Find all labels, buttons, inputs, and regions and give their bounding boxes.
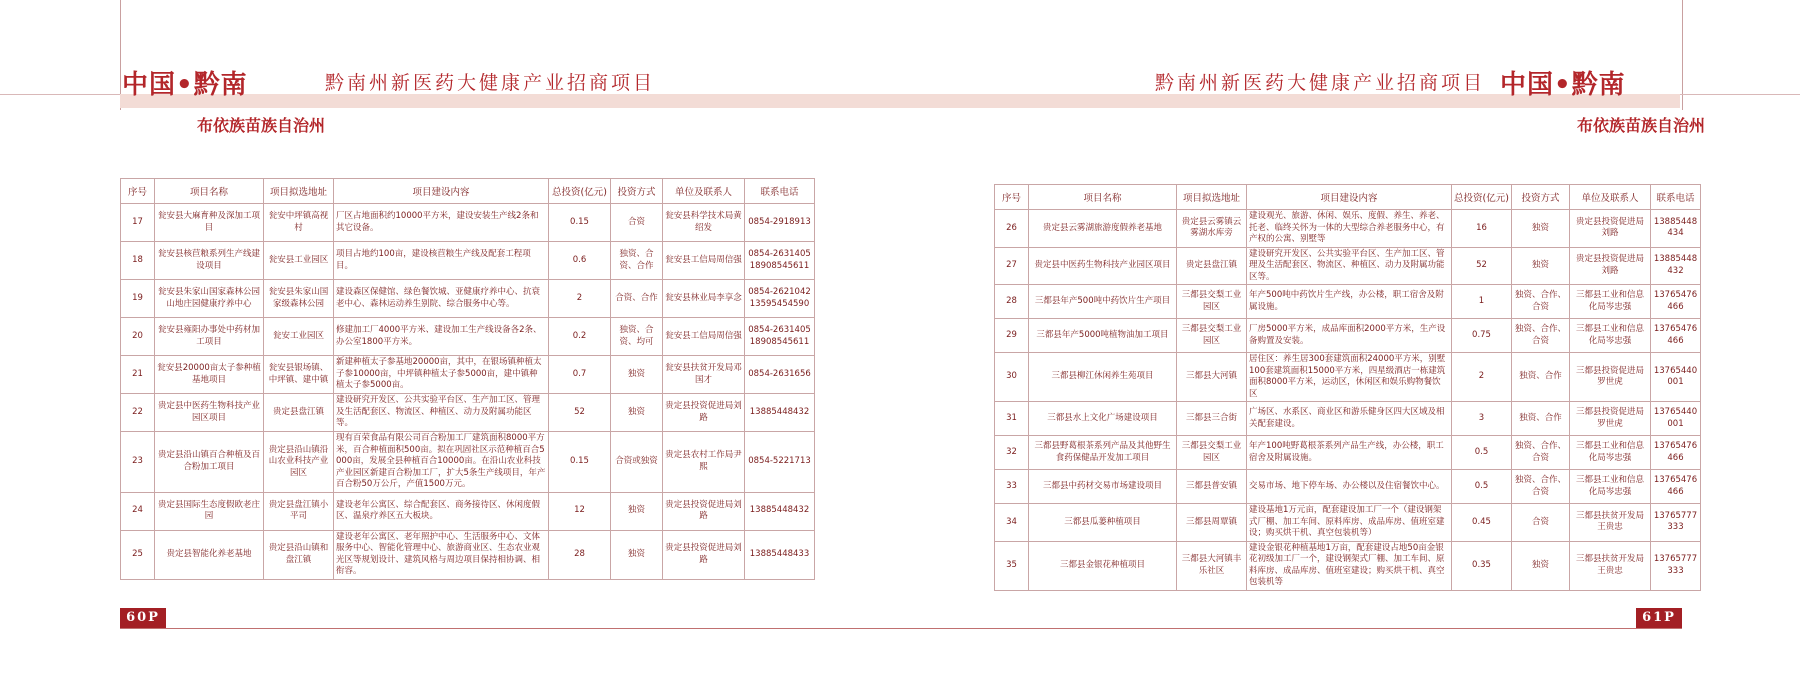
cell-content: 建设森区保健馆、绿色餐饮城、亚健康疗养中心、抗衰老中心、森林运动养生别院、综合服务中心等。	[334, 280, 549, 318]
table-row	[121, 432, 815, 493]
cell-no: 25	[121, 530, 155, 579]
cell-invest: 0.2	[549, 318, 611, 356]
cell-content: 年产100吨野葛根茶系列产品生产线，办公楼，职工宿舍及附属设施。	[1247, 436, 1452, 470]
cell-contact: 贵定县投资促进局刘路	[663, 530, 745, 579]
cell-mode: 合资或独资	[611, 432, 663, 493]
col-header: 项目拟选地址	[264, 179, 334, 204]
cell-content: 修建加工厂4000平方米、建设加工生产线设备各2条、办公室1800平方米。	[334, 318, 549, 356]
col-header: 联系电话	[1651, 185, 1701, 210]
table-row	[121, 242, 815, 280]
cell-phone: 0854-2918913	[745, 204, 815, 242]
col-header: 项目拟选地址	[1177, 185, 1247, 210]
col-header: 单位及联系人	[1570, 185, 1651, 210]
table-row	[121, 356, 815, 394]
cell-invest: 0.7	[549, 356, 611, 394]
cell-contact: 三都县工业和信息化局岑忠强	[1570, 319, 1651, 353]
cell-invest: 0.75	[1452, 319, 1512, 353]
cell-phone: 13885448432	[745, 492, 815, 530]
cell-mode: 独资	[611, 356, 663, 394]
cell-phone: 0854-2621042 13595454590	[745, 280, 815, 318]
col-header: 投资方式	[611, 179, 663, 204]
cell-mode: 独资	[611, 492, 663, 530]
cell-contact: 三都县工业和信息化局岑忠强	[1570, 436, 1651, 470]
cell-invest: 16	[1452, 210, 1512, 248]
cell-mode: 独资	[611, 394, 663, 432]
cell-name: 瓮安县20000亩太子参种植基地项目	[155, 356, 264, 394]
cell-contact: 瓮安县工信局周信强	[663, 318, 745, 356]
cell-content: 建设老年公寓区、综合配套区、商务接待区、休闲度假区、温泉疗养区五大板块。	[334, 492, 549, 530]
table-row	[121, 318, 815, 356]
cell-mode: 独资、合作、合资	[1512, 470, 1570, 504]
cell-name: 贵定县云雾湖旅游度假养老基地	[1029, 210, 1177, 248]
cell-phone: 13765777333	[1651, 504, 1701, 542]
cell-name: 贵定县智能化养老基地	[155, 530, 264, 579]
cell-content: 建设研究开发区、公共实验平台区、生产加工区、管理及生活配套区、物流区、种植区、动力及附属功能区等。	[1247, 247, 1452, 285]
cell-no: 20	[121, 318, 155, 356]
cell-name: 贵定县沿山镇百合种植及百合粉加工项目	[155, 432, 264, 493]
cell-contact: 瓮安县工信局周信强	[663, 242, 745, 280]
cell-invest: 28	[549, 530, 611, 579]
cell-contact: 贵定县投资促进局刘路	[663, 492, 745, 530]
cell-phone: 0854-2631405 18908545611	[745, 242, 815, 280]
cell-phone: 13885448432	[1651, 247, 1701, 285]
left-subtitle: 布依族苗族自治州	[197, 116, 326, 135]
table-row	[121, 280, 815, 318]
table-row	[995, 470, 1701, 504]
cell-mode: 合资、合作	[611, 280, 663, 318]
cell-site: 贵定县沿山镇沿山农业科技产业园区	[264, 432, 334, 493]
col-header: 序号	[995, 185, 1029, 210]
cell-mode: 合资	[611, 204, 663, 242]
cell-site: 瓮安县朱家山国家级森林公园	[264, 280, 334, 318]
cell-invest: 0.5	[1452, 436, 1512, 470]
cell-invest: 2	[549, 280, 611, 318]
cell-content: 居住区：养生居300套建筑面积24000平方米，别墅100套建筑面积15000平方米，四星级酒店一栋建筑面积8000平方米，运动区，休闲区和娱乐购物餐饮区	[1247, 353, 1452, 402]
cell-invest: 52	[549, 394, 611, 432]
cell-contact: 瓮安县扶贫开发局邓国才	[663, 356, 745, 394]
cell-no: 23	[121, 432, 155, 493]
cell-phone: 13765476466	[1651, 319, 1701, 353]
col-header: 项目建设内容	[1247, 185, 1452, 210]
cell-contact: 贵定县投资促进局刘路	[1570, 210, 1651, 248]
cell-mode: 独资、合作	[1512, 402, 1570, 436]
cell-name: 贵定县中医药生物科技产业园区项目	[155, 394, 264, 432]
cell-name: 三都县中药材交易市场建设项目	[1029, 470, 1177, 504]
cell-contact: 三都县工业和信息化局岑忠强	[1570, 470, 1651, 504]
table-row	[995, 319, 1701, 353]
table-row	[995, 504, 1701, 542]
cell-content: 广场区、水系区、商业区和游乐健身区四大区域及相关配套建设。	[1247, 402, 1452, 436]
left-header-title: 黔南州新医药大健康产业招商项目	[325, 72, 656, 94]
right-header-title: 黔南州新医药大健康产业招商项目	[1155, 72, 1486, 94]
cell-site: 三都县交梨工业园区	[1177, 319, 1247, 353]
cell-site: 瓮安中坪镇高视村	[264, 204, 334, 242]
cell-name: 三都县水上文化广场建设项目	[1029, 402, 1177, 436]
cell-no: 26	[995, 210, 1029, 248]
table-row	[995, 436, 1701, 470]
cell-contact: 三都县扶贫开发局王贵忠	[1570, 541, 1651, 590]
cell-site: 贵定县云雾镇云雾湖水库旁	[1177, 210, 1247, 248]
table-row	[121, 394, 815, 432]
cell-no: 32	[995, 436, 1029, 470]
cell-content: 建设金银花种植基地1万亩，配套建设占地50亩金银花初级加工厂一个，建设钢架式厂棚、加工车间、原料库房、成品库房、值班室建设；购买烘干机、真空包装机等	[1247, 541, 1452, 590]
cell-invest: 0.5	[1452, 470, 1512, 504]
col-header: 总投资(亿元)	[549, 179, 611, 204]
cell-invest: 0.6	[549, 242, 611, 280]
cell-phone: 0854-2631405 18908545611	[745, 318, 815, 356]
cell-invest: 1	[1452, 285, 1512, 319]
cell-site: 三都县普安镇	[1177, 470, 1247, 504]
table-row	[995, 247, 1701, 285]
cell-invest: 12	[549, 492, 611, 530]
cell-content: 建设老年公寓区、老年照护中心、生活服务中心、文体服务中心、智能化管理中心、旅游商业区、生态农业观光区等规划设计、建筑风格与周边项目保持相协调、相衔容。	[334, 530, 549, 579]
cell-name: 贵定县中医药生物科技产业园区项目	[1029, 247, 1177, 285]
table-row	[995, 210, 1701, 248]
right-page-number: 61P	[1636, 608, 1682, 628]
cell-site: 三都县交梨工业园区	[1177, 436, 1247, 470]
cell-invest: 2	[1452, 353, 1512, 402]
col-header: 项目名称	[155, 179, 264, 204]
cell-mode: 独资	[611, 530, 663, 579]
cell-phone: 13765476466	[1651, 285, 1701, 319]
cell-no: 17	[121, 204, 155, 242]
cell-mode: 独资、合资、合作	[611, 242, 663, 280]
cell-name: 三都县年产500吨中药饮片生产项目	[1029, 285, 1177, 319]
cell-name: 三都县柳江休闲养生苑项目	[1029, 353, 1177, 402]
table-row	[121, 492, 815, 530]
cell-site: 三都县交梨工业园区	[1177, 285, 1247, 319]
cell-mode: 合资	[1512, 504, 1570, 542]
footer-rule	[120, 628, 1682, 629]
cell-content: 交易市场、地下停车场、办公楼以及住宿餐饮中心。	[1247, 470, 1452, 504]
cell-invest: 0.15	[549, 432, 611, 493]
cell-phone: 13765440001	[1651, 402, 1701, 436]
cell-contact: 三都县投资促进局罗世虎	[1570, 353, 1651, 402]
cell-contact: 贵定县农村工作局尹熙	[663, 432, 745, 493]
right-logo: 中国•黔南	[1500, 70, 1626, 100]
cell-phone: 13765777333	[1651, 541, 1701, 590]
cell-site: 三都县周覃镇	[1177, 504, 1247, 542]
table-row	[995, 402, 1701, 436]
cell-content: 现有百荣食品有限公司百合粉加工厂建筑面积8000平方米，百合种植面积500亩。拟在巩固社区示范种植百合5000亩，发展全县种植百合10000亩。在沿山农业科技产业园区新建百合粉加工厂，扩大5条生产线项目，年产百合粉50万公斤，产值1500万元。	[334, 432, 549, 493]
cell-contact: 三都县扶贫开发局王贵忠	[1570, 504, 1651, 542]
cell-name: 三都县金银花种植项目	[1029, 541, 1177, 590]
cell-no: 34	[995, 504, 1029, 542]
cell-mode: 独资	[1512, 210, 1570, 248]
col-header: 项目名称	[1029, 185, 1177, 210]
cell-site: 三都县三合街	[1177, 402, 1247, 436]
table-row	[995, 285, 1701, 319]
cell-no: 18	[121, 242, 155, 280]
cell-mode: 独资、合作、合资	[1512, 319, 1570, 353]
cell-phone: 13765440001	[1651, 353, 1701, 402]
cell-no: 27	[995, 247, 1029, 285]
cell-no: 35	[995, 541, 1029, 590]
cell-content: 厂房5000平方米，成品库面积2000平方米，生产设备购置及安装。	[1247, 319, 1452, 353]
cell-invest: 0.45	[1452, 504, 1512, 542]
cell-site: 贵定县盘江镇小平司	[264, 492, 334, 530]
right-table-header	[995, 185, 1701, 210]
col-header: 联系电话	[745, 179, 815, 204]
cell-contact: 三都县工业和信息化局岑忠强	[1570, 285, 1651, 319]
right-subtitle: 布依族苗族自治州	[1577, 116, 1706, 135]
cell-contact: 瓮安县科学技术局黄绍发	[663, 204, 745, 242]
cell-mode: 独资	[1512, 541, 1570, 590]
cell-no: 30	[995, 353, 1029, 402]
table-row	[121, 530, 815, 579]
cell-phone: 13885448433	[745, 530, 815, 579]
table-row	[995, 353, 1701, 402]
cell-name: 瓮安县朱家山国家森林公园山地庄园健康疗养中心	[155, 280, 264, 318]
cell-mode: 独资、合作、合资	[1512, 285, 1570, 319]
table-row	[121, 204, 815, 242]
cell-phone: 13765476466	[1651, 470, 1701, 504]
cell-phone: 13885448434	[1651, 210, 1701, 248]
cell-content: 项目占地约100亩，建设核苣粮生产线及配套工程项目。	[334, 242, 549, 280]
cell-content: 建设观光、旅游、休闲、娱乐、度假、养生、养老、托老、临终关怀为一体的大型综合养老服务中心，有产权的公寓、别墅等	[1247, 210, 1452, 248]
cell-phone: 13765476466	[1651, 436, 1701, 470]
table-row	[995, 541, 1701, 590]
col-header: 序号	[121, 179, 155, 204]
cell-no: 22	[121, 394, 155, 432]
cell-site: 瓮安县银场镇、中坪镇、建中镇	[264, 356, 334, 394]
cell-phone: 0854-2631656	[745, 356, 815, 394]
cell-content: 厂区占地面积约10000平方米，建设安装生产线2条和其它设备。	[334, 204, 549, 242]
cell-site: 瓮安县工业园区	[264, 242, 334, 280]
cell-name: 瓮安县核苣粮系列生产线建设项目	[155, 242, 264, 280]
cell-no: 33	[995, 470, 1029, 504]
cell-no: 28	[995, 285, 1029, 319]
cell-name: 三都县瓜蒌种植项目	[1029, 504, 1177, 542]
cell-no: 29	[995, 319, 1029, 353]
left-project-table	[120, 178, 815, 580]
cell-mode: 独资、合资、均可	[611, 318, 663, 356]
cell-name: 贵定县国际生态度假欧老庄园	[155, 492, 264, 530]
col-header: 单位及联系人	[663, 179, 745, 204]
cell-contact: 贵定县投资促进局刘路	[1570, 247, 1651, 285]
cell-content: 建设研究开发区、公共实验平台区、生产加工区、管理及生活配套区、物流区、种植区、动力及附属功能区等。	[334, 394, 549, 432]
cell-site: 三都县大河镇丰乐社区	[1177, 541, 1247, 590]
cell-invest: 3	[1452, 402, 1512, 436]
cell-name: 瓮安县雍阳办事处中药材加工项目	[155, 318, 264, 356]
cell-no: 31	[995, 402, 1029, 436]
cell-site: 三都县大河镇	[1177, 353, 1247, 402]
cell-no: 24	[121, 492, 155, 530]
left-page-number: 60P	[120, 608, 166, 628]
cell-content: 建设基地1万元亩，配套建设加工厂一个（建设钢架式厂棚、加工车间、原料库房、成品库房、值班室建设；购买烘干机、真空包装机等）	[1247, 504, 1452, 542]
col-header: 总投资(亿元)	[1452, 185, 1512, 210]
cell-site: 瓮安工业园区	[264, 318, 334, 356]
col-header: 投资方式	[1512, 185, 1570, 210]
cell-name: 三都县野葛根茶系列产品及其他野生食药保健品开发加工项目	[1029, 436, 1177, 470]
cell-phone: 13885448432	[745, 394, 815, 432]
cell-invest: 0.15	[549, 204, 611, 242]
left-table-header	[121, 179, 815, 204]
cell-mode: 独资、合作	[1512, 353, 1570, 402]
cell-phone: 0854-5221713	[745, 432, 815, 493]
cell-mode: 独资、合作、合资	[1512, 436, 1570, 470]
cell-contact: 贵定县投资促进局刘路	[663, 394, 745, 432]
cell-content: 新建种植太子参基地20000亩，其中，在银场镇种植太子参10000亩，中坪镇种植太子参5000亩，建中镇种植太子参5000亩。	[334, 356, 549, 394]
col-header: 项目建设内容	[334, 179, 549, 204]
cell-invest: 52	[1452, 247, 1512, 285]
cell-no: 19	[121, 280, 155, 318]
right-project-table	[994, 184, 1701, 591]
cell-mode: 独资	[1512, 247, 1570, 285]
cell-contact: 瓮安县林业局李享念	[663, 280, 745, 318]
cell-site: 贵定县盘江镇	[264, 394, 334, 432]
cell-content: 年产500吨中药饮片生产线，办公楼，职工宿舍及附属设施。	[1247, 285, 1452, 319]
left-logo: 中国•黔南	[122, 70, 248, 100]
cell-invest: 0.35	[1452, 541, 1512, 590]
cell-contact: 三都县投资促进局罗世虎	[1570, 402, 1651, 436]
cell-name: 三都县年产5000吨植物油加工项目	[1029, 319, 1177, 353]
cell-site: 贵定县沿山镇和盘江镇	[264, 530, 334, 579]
cell-no: 21	[121, 356, 155, 394]
cell-site: 贵定县盘江镇	[1177, 247, 1247, 285]
cell-name: 瓮安县大麻育种及深加工项目	[155, 204, 264, 242]
